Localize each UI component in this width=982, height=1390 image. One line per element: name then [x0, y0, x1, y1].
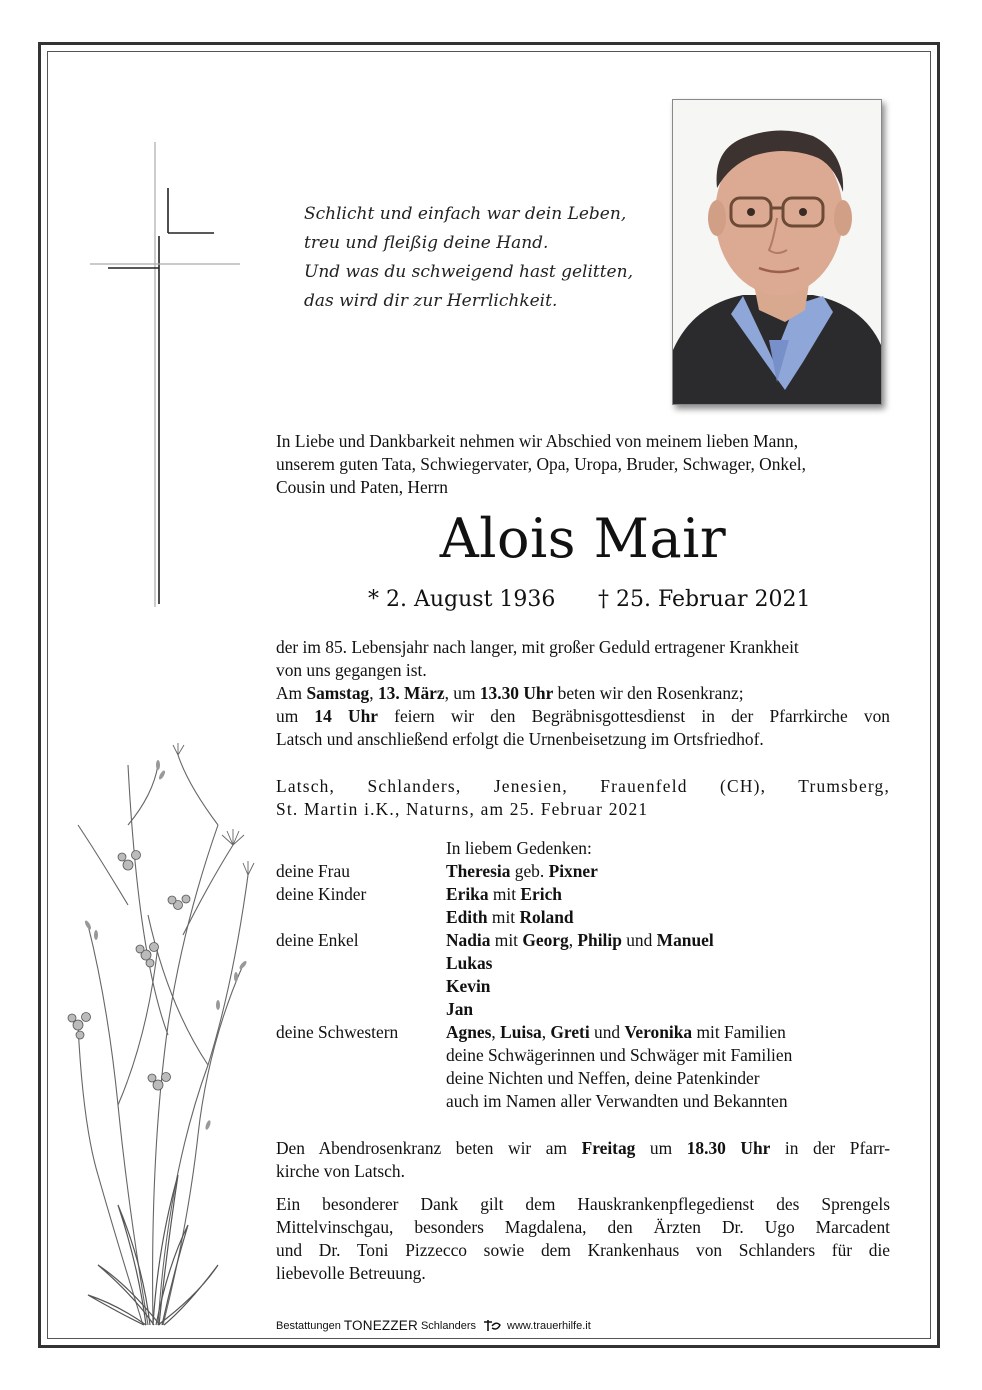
poem-line: Schlicht und einfach war dein Leben,	[304, 204, 627, 224]
text-fragment: geb.	[510, 861, 549, 881]
text-line	[276, 1137, 890, 1160]
text-fragment: feiern wir den Begräbnisgottesdienst in der Pfarrkirche von	[377, 706, 890, 726]
family-name: Luisa	[500, 1022, 542, 1042]
family-name: Manuel	[656, 930, 714, 950]
text-line: Mittelvinschgau, besonders Magdalena, den Ärzten Dr. Ugo Marcadent	[276, 1217, 890, 1237]
text-line: kirche von Latsch.	[276, 1161, 405, 1181]
family-row	[276, 1067, 890, 1090]
family-heading-row	[276, 837, 890, 860]
family-row	[276, 998, 890, 1021]
evening-rosary-text	[276, 1137, 890, 1183]
mass-line	[276, 705, 890, 728]
family-extra: auch im Namen aller Verwandten und Bekannten	[446, 1091, 788, 1111]
text-fragment: in der Pfarr-	[770, 1138, 890, 1158]
family-name: Agnes	[446, 1022, 492, 1042]
text-fragment: um	[635, 1138, 687, 1158]
announcement-text	[276, 636, 890, 751]
family-row	[276, 1044, 890, 1067]
family-extra: deine Schwägerinnen und Schwäger mit Familien	[446, 1045, 793, 1065]
family-name: Veronika	[624, 1022, 693, 1042]
family-name: Theresia	[446, 861, 511, 881]
family-name: Erich	[520, 884, 562, 904]
family-name: Roland	[519, 907, 574, 927]
text-line: Latsch und anschließend erfolgt die Urnenbeisetzung im Ortsfriedhof.	[276, 729, 764, 749]
intro-line: unserem guten Tata, Schwiegervater, Opa, Uropa, Bruder, Schwager, Onkel,	[276, 454, 806, 474]
footer-url[interactable]: www.trauerhilfe.it	[507, 1319, 591, 1332]
cross-icon	[90, 142, 240, 612]
evening-day: Freitag	[581, 1138, 636, 1158]
family-row	[276, 906, 890, 929]
family-name: Jan	[446, 999, 474, 1019]
family-name: Georg	[522, 930, 569, 950]
poem-line: das wird dir zur Herrlichkeit.	[304, 291, 558, 311]
intro-text	[276, 430, 890, 499]
relation-label: deine Enkel	[276, 930, 359, 950]
portrait-photo	[672, 99, 882, 405]
family-heading: In liebem Gedenken:	[446, 838, 592, 858]
family-extra: deine Nichten und Neffen, deine Patenkinder	[446, 1068, 760, 1088]
footer-town: Schlanders	[420, 1319, 476, 1332]
family-name: Erika	[446, 884, 489, 904]
rosary-date: 13. März	[377, 683, 445, 703]
text-line: von uns gegangen ist.	[276, 660, 427, 680]
thanks-text	[276, 1193, 890, 1285]
text-fragment: ,	[568, 930, 578, 950]
text-fragment: ,	[541, 1022, 551, 1042]
intro-line: In Liebe und Dankbarkeit nehmen wir Abschied von meinem lieben Mann,	[276, 431, 799, 451]
text-fragment: um	[276, 706, 315, 726]
family-row	[276, 929, 890, 952]
rosary-day: Samstag	[306, 683, 370, 703]
text-fragment: und	[621, 930, 657, 950]
text-fragment: , um	[444, 683, 480, 703]
family-name: Philip	[577, 930, 622, 950]
text-fragment: ,	[369, 683, 378, 703]
birth-date: * 2. August 1936	[368, 587, 556, 612]
family-name: Pixner	[548, 861, 598, 881]
text-line: Ein besonderer Dank gilt dem Hauskrankenpflegedienst des Sprengels	[276, 1194, 890, 1214]
text-line: liebevolle Betreuung.	[276, 1263, 426, 1283]
text-fragment: und	[589, 1022, 625, 1042]
family-row	[276, 860, 890, 883]
text-fragment: ,	[491, 1022, 501, 1042]
text-line: der im 85. Lebensjahr nach langer, mit großer Geduld ertragener Krankheit	[276, 637, 799, 657]
family-name: Edith	[446, 907, 488, 927]
footer	[276, 1318, 591, 1333]
family-row	[276, 952, 890, 975]
poem	[304, 200, 633, 316]
evening-time: 18.30 Uhr	[686, 1138, 771, 1158]
wildflowers-illustration	[58, 705, 258, 1330]
rosary-line	[276, 682, 890, 705]
family-row	[276, 1021, 890, 1044]
family-name: Lukas	[446, 953, 493, 973]
text-fragment: beten wir den Rosenkranz;	[553, 683, 744, 703]
portrait-illustration	[673, 100, 881, 404]
text-line: und Dr. Toni Pizzecco sowie dem Krankenhaus von Schlanders für die	[276, 1240, 890, 1260]
relation-label: deine Schwestern	[276, 1022, 399, 1042]
family-name: Greti	[550, 1022, 590, 1042]
tonezzer-logo-icon	[482, 1319, 502, 1333]
text-fragment: mit Familien	[692, 1022, 786, 1042]
places-line: Latsch, Schlanders, Jenesien, Frauenfeld (CH), Trumsberg,	[276, 776, 890, 796]
family-name: Nadia	[446, 930, 491, 950]
family-row	[276, 883, 890, 906]
deceased-name: Alois Mair	[439, 507, 727, 570]
intro-line: Cousin und Paten, Herrn	[276, 477, 448, 497]
relation-label: deine Kinder	[276, 884, 367, 904]
family-list	[276, 837, 890, 1113]
text-fragment: mit	[488, 884, 521, 904]
text-fragment: mit	[490, 930, 523, 950]
footer-brand: TONEZZER	[343, 1318, 418, 1333]
family-row	[276, 1090, 890, 1113]
poem-line: Und was du schweigend hast gelitten,	[304, 262, 633, 282]
mass-time: 14 Uhr	[314, 706, 378, 726]
poem-line: treu und fleißig deine Hand.	[304, 233, 549, 253]
places-line: St. Martin i.K., Naturns, am 25. Februar 2021	[276, 799, 649, 819]
footer-prefix: Bestattungen	[276, 1319, 341, 1332]
text-fragment: Den Abendrosenkranz beten wir am	[276, 1138, 582, 1158]
rosary-time: 13.30 Uhr	[479, 683, 554, 703]
life-dates	[368, 587, 810, 612]
death-date: † 25. Februar 2021	[598, 587, 811, 612]
places-date	[276, 775, 890, 821]
text-fragment: mit	[487, 907, 520, 927]
family-row	[276, 975, 890, 998]
relation-label: deine Frau	[276, 861, 350, 881]
family-name: Kevin	[446, 976, 491, 996]
text-fragment: Am	[276, 683, 307, 703]
